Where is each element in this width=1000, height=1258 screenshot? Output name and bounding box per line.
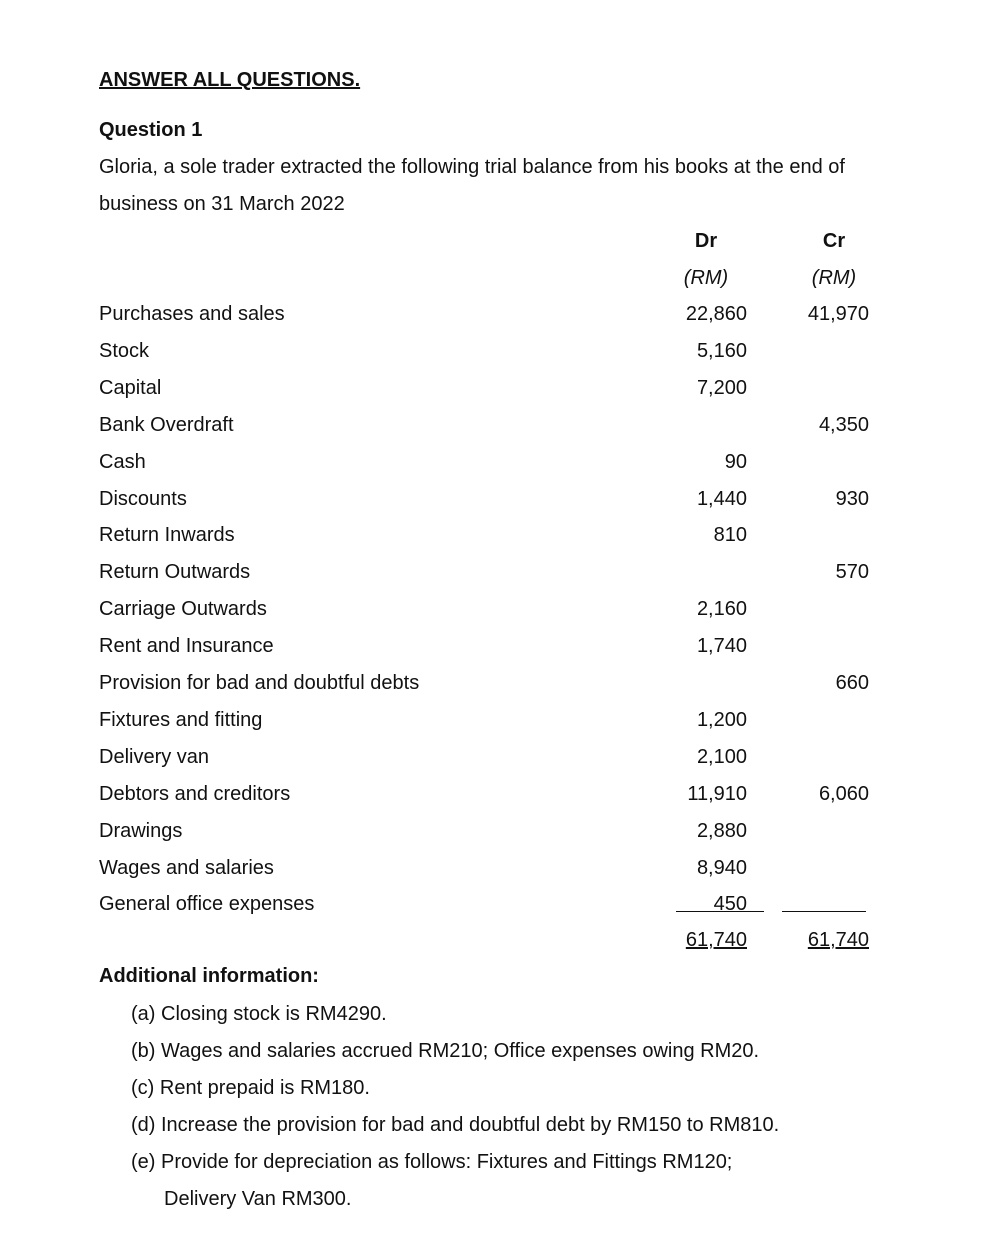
row-label: Return Outwards: [99, 561, 251, 583]
additional-info-item: (d) Increase the provision for bad and doubtful debt by RM150 to RM810.: [131, 1114, 780, 1136]
row-label: Wages and salaries: [99, 857, 274, 879]
page-heading: ANSWER ALL QUESTIONS.: [99, 69, 361, 91]
question-title: Question 1: [99, 119, 203, 141]
additional-info-item: (a) Closing stock is RM4290.: [131, 1003, 387, 1025]
dr-unit-label: (RM): [683, 267, 729, 289]
additional-info-item: (b) Wages and salaries accrued RM210; Office expenses owing RM20.: [131, 1040, 760, 1062]
row-label: Stock: [99, 340, 150, 362]
intro-text-line-2: business on 31 March 2022: [99, 193, 345, 215]
row-label: General office expenses: [99, 893, 315, 915]
row-label: Purchases and sales: [99, 303, 285, 325]
row-label: Drawings: [99, 820, 183, 842]
row-label: Fixtures and fitting: [99, 709, 263, 731]
row-label: Cash: [99, 451, 146, 473]
row-cr-value: 930: [835, 488, 869, 510]
row-label: Return Inwards: [99, 524, 235, 546]
cr-total: 61,740: [807, 929, 869, 951]
row-label: Capital: [99, 377, 162, 399]
row-label: Rent and Insurance: [99, 635, 274, 657]
row-dr-value: 2,160: [696, 598, 747, 620]
row-dr-value: 1,740: [696, 635, 747, 657]
row-dr-value: 7,200: [696, 377, 747, 399]
row-dr-value: 2,880: [696, 820, 747, 842]
row-dr-value: 1,440: [696, 488, 747, 510]
cr-subtotal-rule: [782, 911, 866, 912]
intro-text-line-1: Gloria, a sole trader extracted the following trial balance from his books at the end of: [99, 156, 845, 178]
row-dr-value: 810: [713, 524, 747, 546]
additional-info-item: (c) Rent prepaid is RM180.: [131, 1077, 370, 1099]
row-label: Debtors and creditors: [99, 783, 291, 805]
row-label: Discounts: [99, 488, 187, 510]
row-dr-value: 90: [724, 451, 747, 473]
row-dr-value: 11,910: [687, 783, 747, 805]
row-label: Bank Overdraft: [99, 414, 234, 436]
cr-column-header: Cr: [822, 230, 846, 252]
row-dr-value: 2,100: [696, 746, 747, 768]
row-label: Provision for bad and doubtful debts: [99, 672, 420, 694]
row-cr-value: 41,970: [807, 303, 869, 325]
dr-total: 61,740: [685, 929, 747, 951]
row-label: Delivery van: [99, 746, 210, 768]
row-cr-value: 4,350: [818, 414, 869, 436]
additional-info-item: (e) Provide for depreciation as follows: Fixtures and Fittings RM120;: [131, 1151, 733, 1173]
row-dr-value: 22,860: [685, 303, 747, 325]
row-cr-value: 570: [835, 561, 869, 583]
dr-column-header: Dr: [694, 230, 718, 252]
row-label: Carriage Outwards: [99, 598, 267, 620]
row-dr-value: 8,940: [696, 857, 747, 879]
row-cr-value: 660: [835, 672, 869, 694]
row-cr-value: 6,060: [818, 783, 869, 805]
additional-info-title: Additional information:: [99, 965, 319, 987]
row-dr-value: 450: [713, 893, 747, 915]
cr-unit-label: (RM): [811, 267, 857, 289]
row-dr-value: 1,200: [696, 709, 747, 731]
dr-subtotal-rule: [676, 911, 764, 912]
row-dr-value: 5,160: [696, 340, 747, 362]
additional-info-continuation: Delivery Van RM300.: [164, 1188, 352, 1210]
